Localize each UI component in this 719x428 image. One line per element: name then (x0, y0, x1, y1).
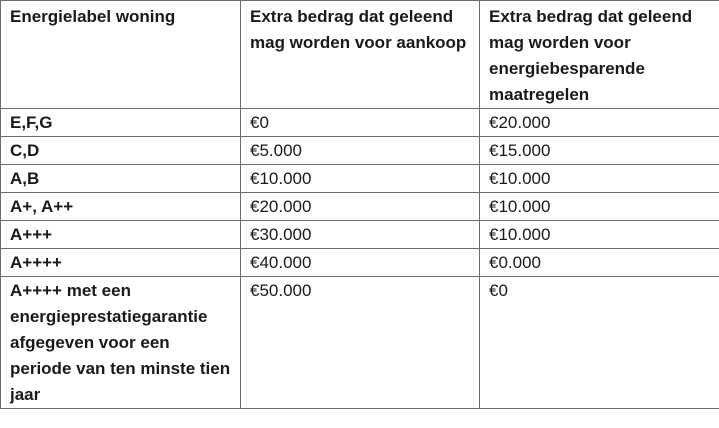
row-aankoop-value: €5.000 (241, 137, 480, 165)
row-label: A+, A++ (1, 193, 241, 221)
row-aankoop-value: €50.000 (241, 277, 480, 409)
row-label: A++++ met een energieprestatiegarantie afgegeven voor een periode van ten minste tien jaar (1, 277, 241, 409)
row-aankoop-value: €10.000 (241, 165, 480, 193)
row-label: A,B (1, 165, 241, 193)
row-label: E,F,G (1, 109, 241, 137)
row-maatregelen-value: €0 (480, 277, 719, 409)
row-maatregelen-value: €20.000 (480, 109, 719, 137)
row-aankoop-value: €40.000 (241, 249, 480, 277)
table-row (1, 137, 719, 165)
row-maatregelen-value: €10.000 (480, 165, 719, 193)
table-row (1, 221, 719, 249)
row-maatregelen-value: €10.000 (480, 221, 719, 249)
table-row (1, 109, 719, 137)
table-header-row (1, 1, 719, 109)
table-row (1, 277, 719, 409)
table-row (1, 249, 719, 277)
row-label: C,D (1, 137, 241, 165)
row-maatregelen-value: €15.000 (480, 137, 719, 165)
row-maatregelen-value: €10.000 (480, 193, 719, 221)
header-aankoop: Extra bedrag dat geleend mag worden voor aankoop (241, 1, 480, 109)
row-aankoop-value: €20.000 (241, 193, 480, 221)
header-energielabel: Energielabel woning (1, 1, 241, 109)
table-row (1, 165, 719, 193)
row-maatregelen-value: €0.000 (480, 249, 719, 277)
row-label: A+++ (1, 221, 241, 249)
table-row (1, 193, 719, 221)
header-maatregelen: Extra bedrag dat geleend mag worden voor energiebesparende maatregelen (480, 1, 719, 109)
row-label: A++++ (1, 249, 241, 277)
row-aankoop-value: €0 (241, 109, 480, 137)
row-aankoop-value: €30.000 (241, 221, 480, 249)
